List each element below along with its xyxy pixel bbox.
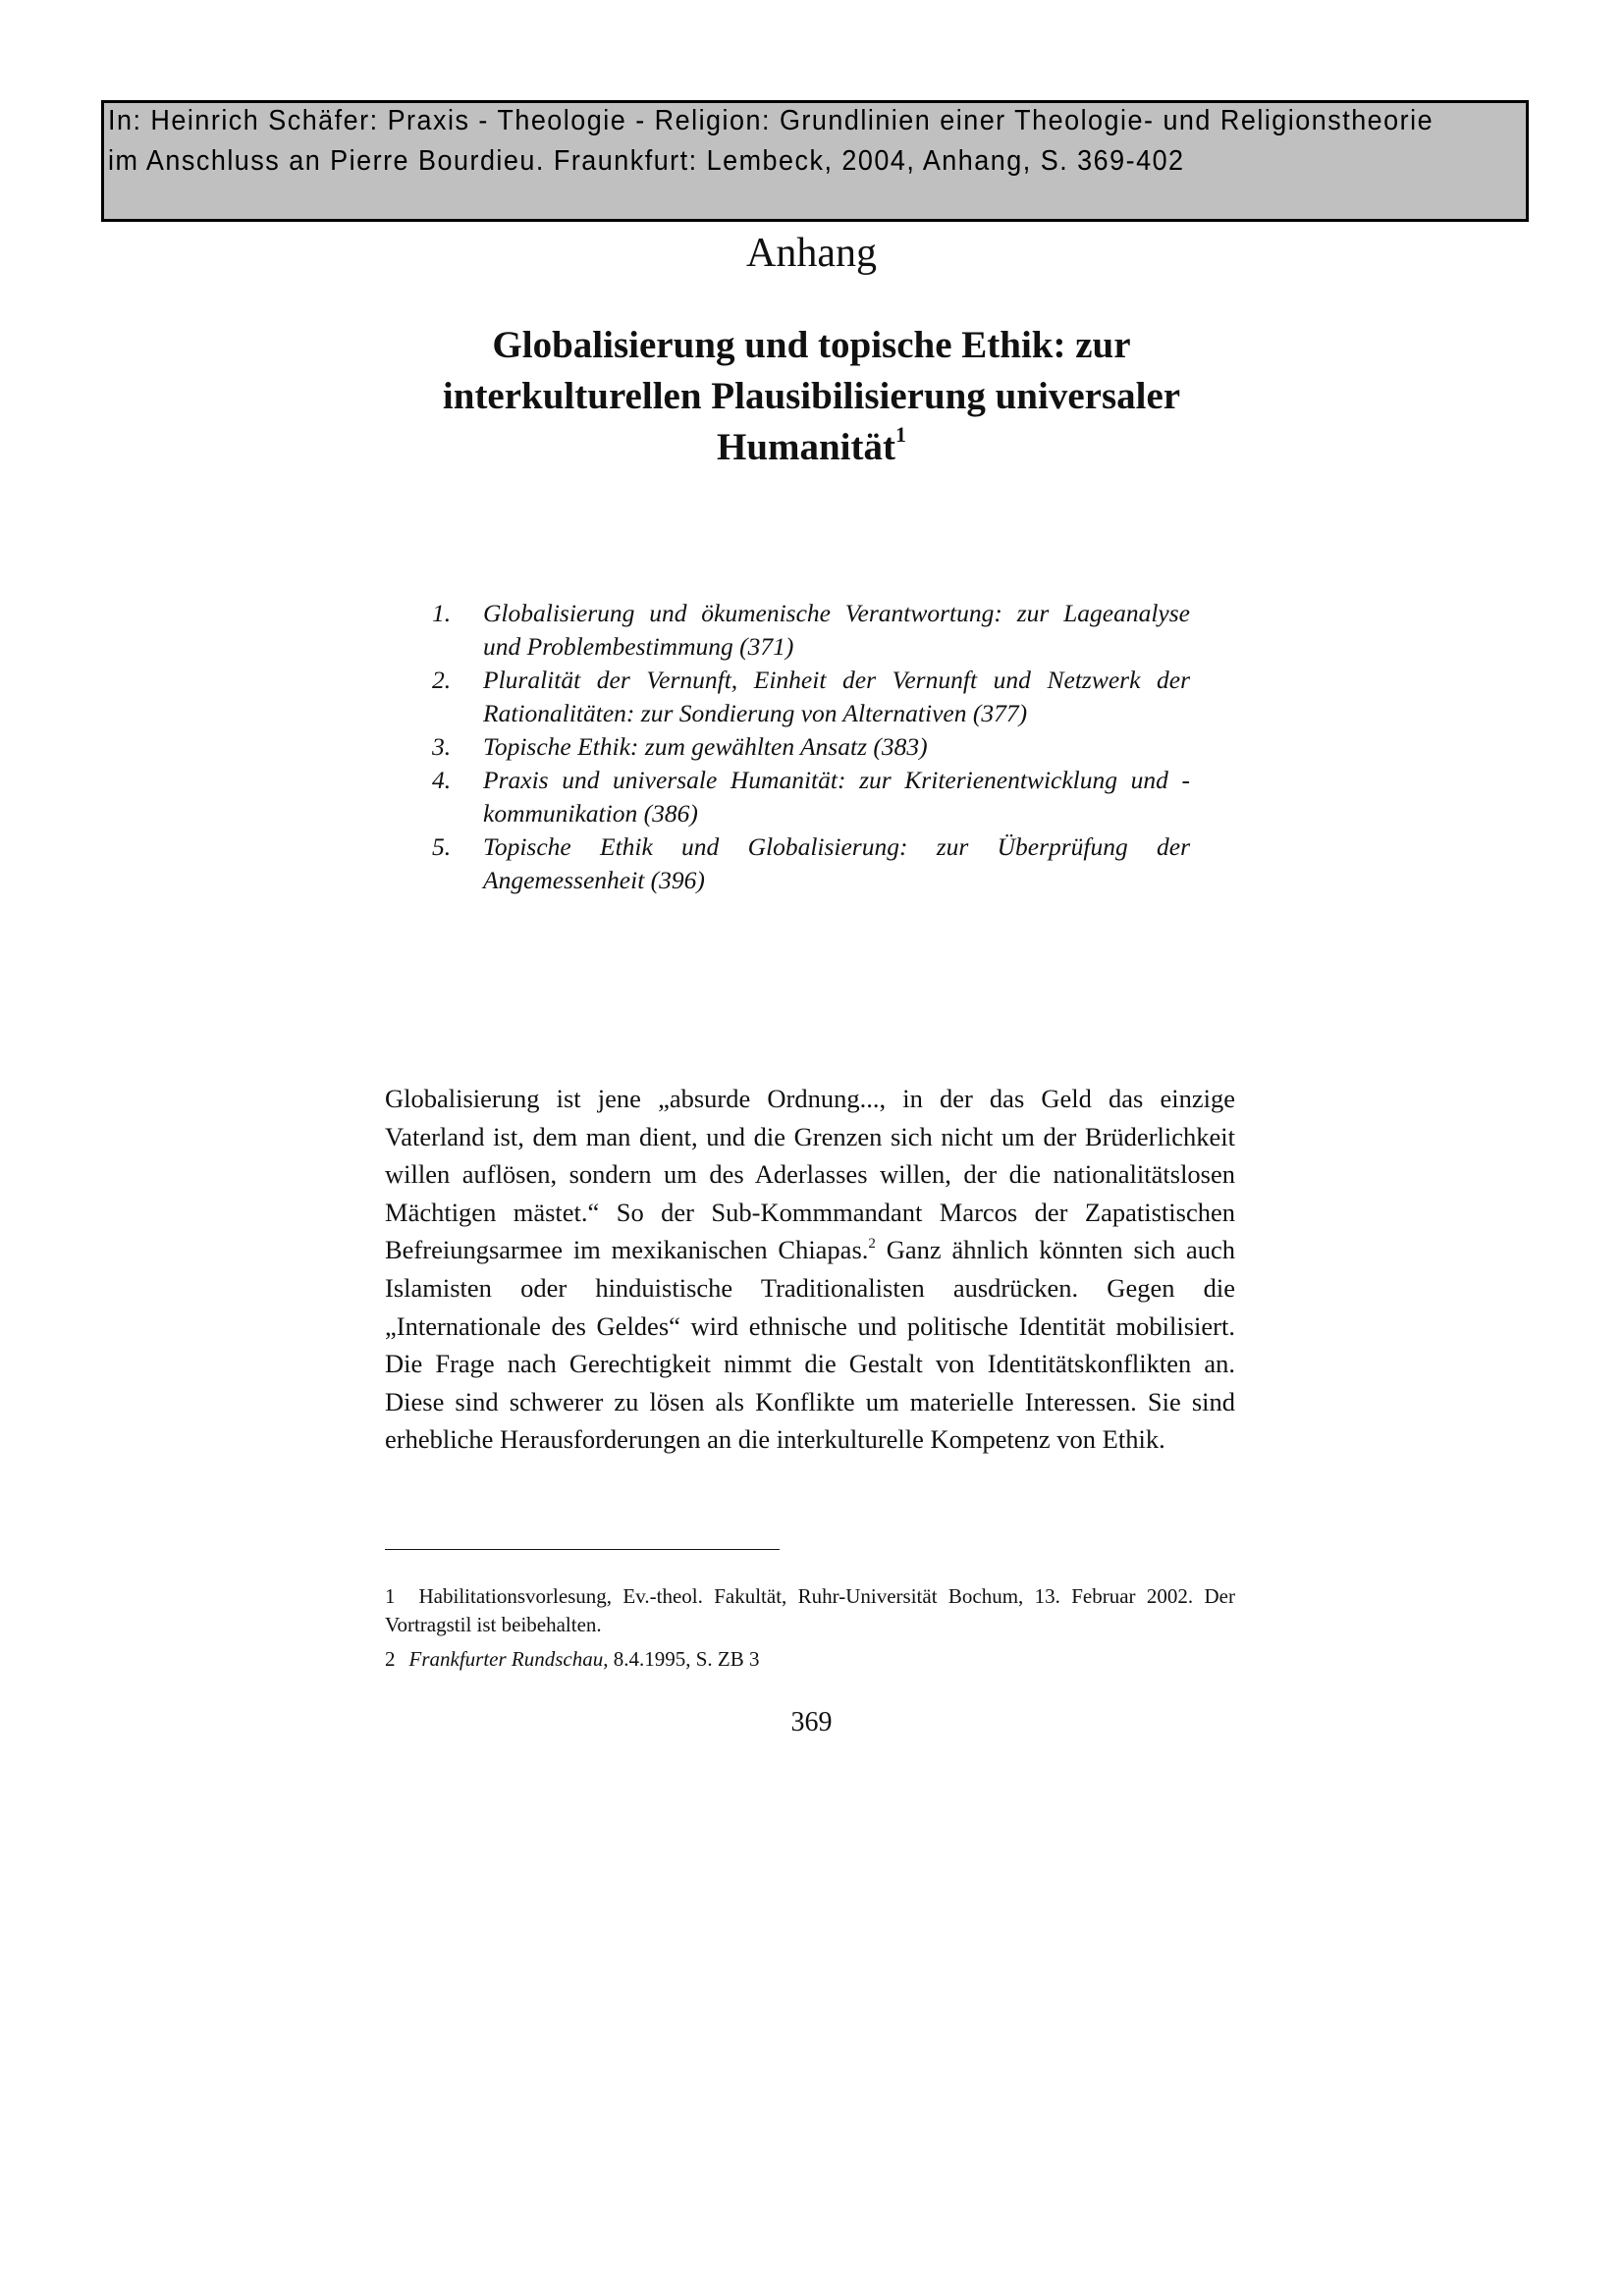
title-line-2: interkulturellen Plausibilisierung universaler bbox=[442, 375, 1181, 417]
toc-item-text: Praxis und universale Humanität: zur Kriterienentwicklung und -kommunikation (386) bbox=[483, 766, 1190, 828]
footnote-number: 1 bbox=[385, 1584, 396, 1608]
footnote-number: 2 bbox=[385, 1647, 396, 1671]
footnote-text: Habilitationsvorlesung, Ev.-theol. Fakultät, Ruhr-Universität Bochum, 13. Februar 2002. Der Vortragstil ist beibehalten. bbox=[385, 1584, 1235, 1636]
toc-item bbox=[432, 730, 1190, 764]
footnote-2 bbox=[385, 1645, 1235, 1674]
title-line-1: Globalisierung und topische Ethik: zur bbox=[492, 324, 1131, 366]
footnotes bbox=[385, 1582, 1235, 1680]
body-paragraph bbox=[385, 1080, 1235, 1459]
toc-item-number: 5. bbox=[432, 832, 452, 861]
citation-line-2: im Anschluss an Pierre Bourdieu. Fraunkfurt: Lembeck, 2004, Anhang, S. 369-402 bbox=[108, 145, 1185, 177]
toc-item-text: Globalisierung und ökumenische Verantwortung: zur Lageanalyse und Problembestimmung (371) bbox=[483, 599, 1190, 661]
footnote-separator bbox=[385, 1549, 780, 1550]
toc-item-text: Topische Ethik und Globalisierung: zur Überprüfung der Angemessenheit (396) bbox=[483, 832, 1190, 894]
footnote-source-title: Frankfurter Rundschau bbox=[408, 1647, 604, 1671]
body-text-part-1: Globalisierung ist jene „absurde Ordnung..., in der das Geld das einzige Vaterland ist, dem man dient, und die Grenzen sich nicht um der Brüderlichkeit willen auflösen, sondern um des Aderlasses willen, der die nationalitätslosen Mächtigen mästet.“ So der Sub-Kommmandant Marcos der Zapatistischen Befreiungsarmee im mexikanischen Chiapas. bbox=[385, 1084, 1235, 1265]
toc-item-number: 3. bbox=[432, 732, 452, 761]
appendix-heading: Anhang bbox=[746, 231, 877, 276]
toc-item bbox=[432, 764, 1190, 830]
toc-item-number: 2. bbox=[432, 666, 452, 694]
body-text-part-2: Ganz ähnlich könnten sich auch Islamisten oder hinduistische Traditionalisten ausdrücken. Gegen die „Internationale des Geldes“ wird ethnische und politische Identität mobilisiert. Die Frage nach Gerechtigkeit nimmt die Gestalt von Identitätskonflikten an. Diese sind schwerer zu lösen als Konflikte um materielle Interessen. Sie sind erhebliche Herausforderungen an die interkulturelle Kompetenz von Ethik. bbox=[385, 1235, 1235, 1455]
toc-item-text: Topische Ethik: zum gewählten Ansatz (383) bbox=[483, 732, 928, 761]
toc-item-number: 1. bbox=[432, 599, 452, 627]
toc-item-text: Pluralität der Vernunft, Einheit der Vernunft und Netzwerk der Rationalitäten: zur Sondierung von Alternativen (377) bbox=[483, 666, 1190, 727]
footnote-1 bbox=[385, 1582, 1235, 1639]
toc-item bbox=[432, 664, 1190, 730]
citation-box bbox=[101, 100, 1529, 222]
citation-line-1: In: Heinrich Schäfer: Praxis - Theologie - Religion: Grundlinien einer Theologie- und Religionstheorie bbox=[108, 105, 1434, 136]
footnote-text: , 8.4.1995, S. ZB 3 bbox=[603, 1647, 760, 1671]
page-title bbox=[363, 320, 1260, 473]
toc-item bbox=[432, 597, 1190, 664]
title-footnote-ref[interactable]: 1 bbox=[895, 422, 906, 447]
body-footnote-ref[interactable]: 2 bbox=[868, 1236, 876, 1253]
table-of-contents bbox=[432, 597, 1190, 897]
page-number: 369 bbox=[790, 1707, 833, 1737]
toc-item-number: 4. bbox=[432, 766, 452, 794]
title-line-3: Humanität bbox=[716, 426, 895, 468]
toc-item bbox=[432, 830, 1190, 897]
